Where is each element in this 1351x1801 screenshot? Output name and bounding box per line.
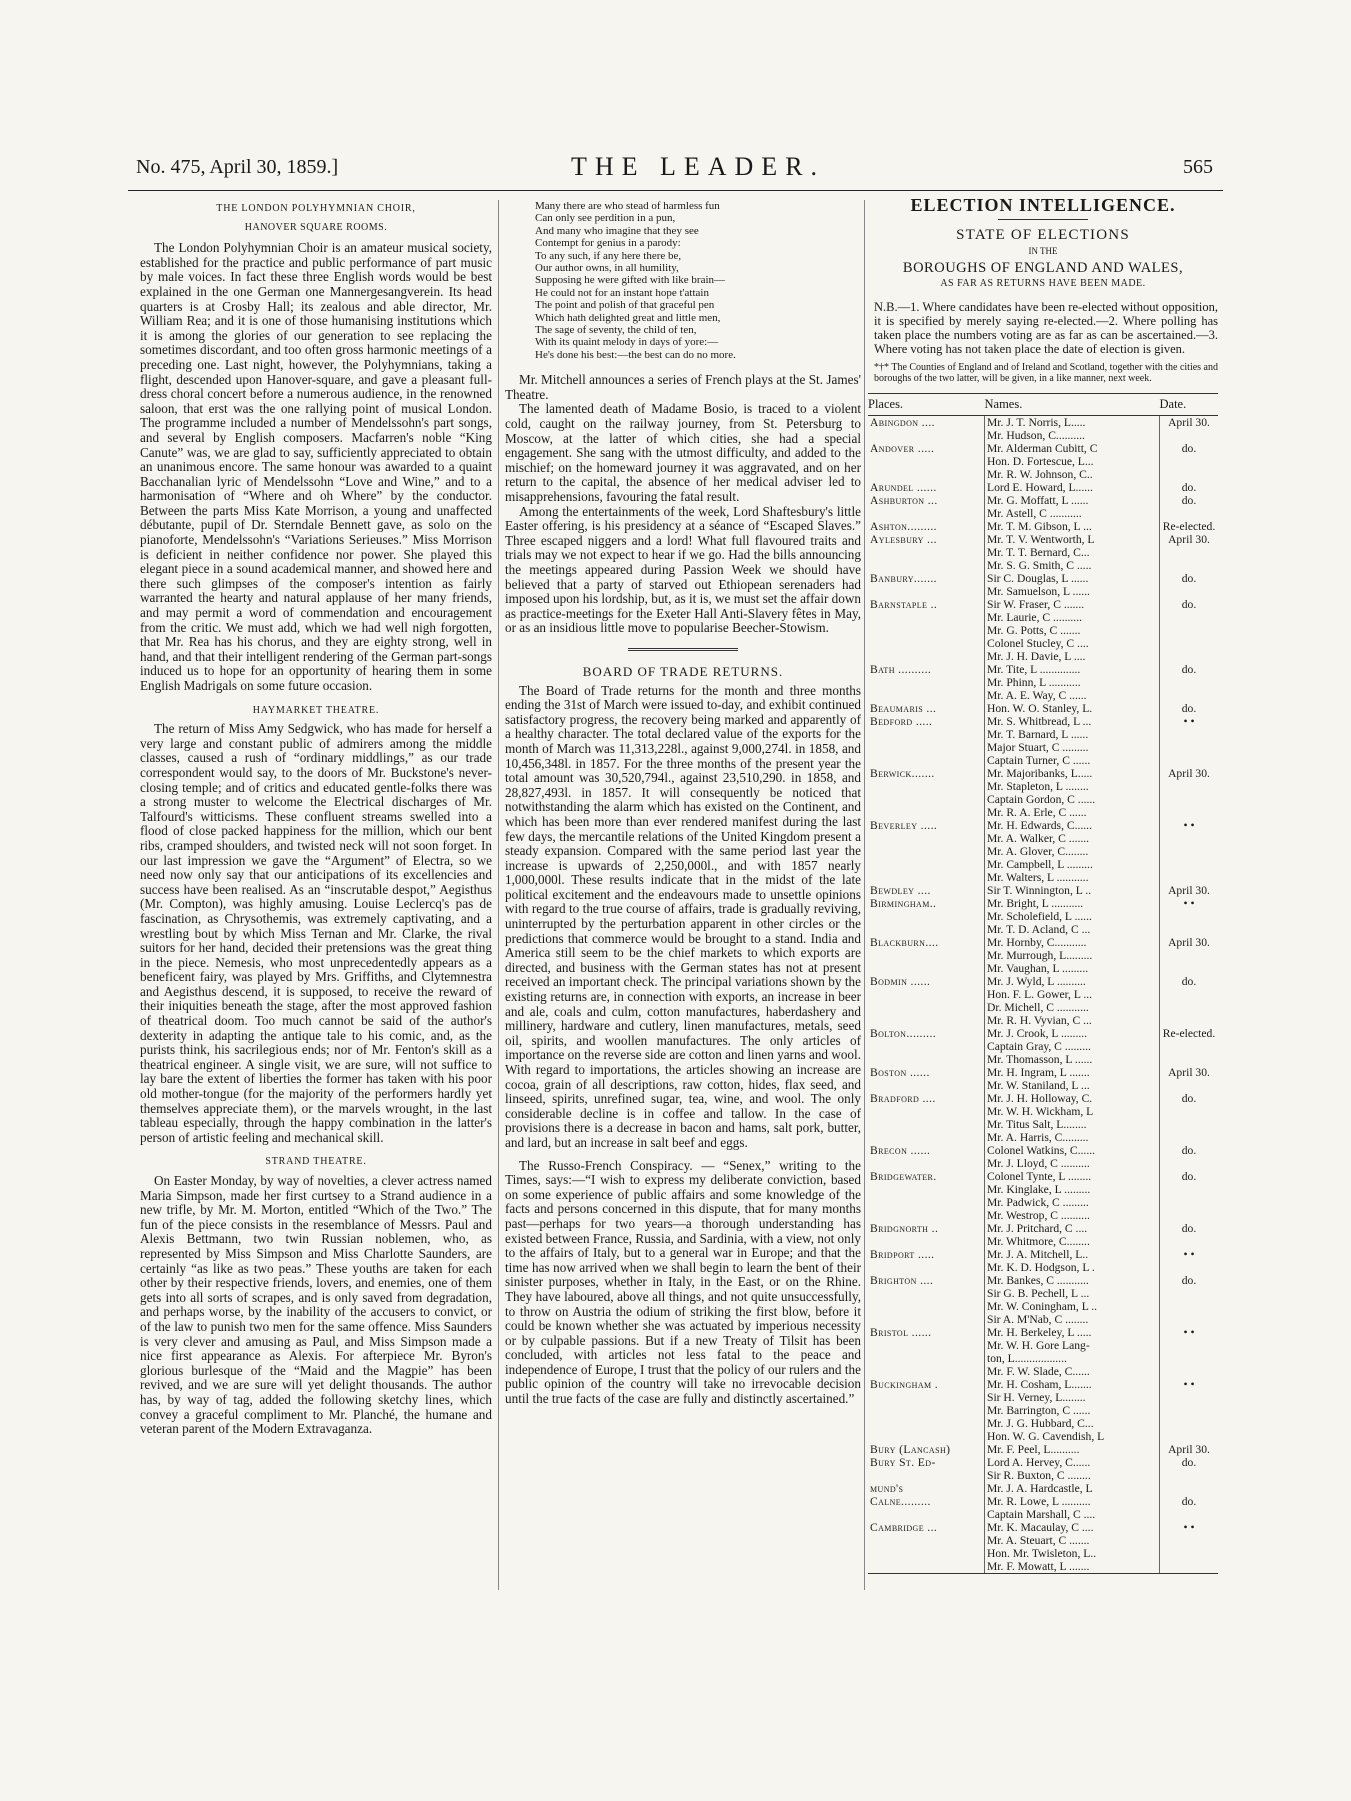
names-cell	[985, 819, 1160, 884]
table-row	[868, 819, 1218, 884]
candidate-name: Mr. Vaughan, L .........	[987, 961, 1089, 975]
candidate-name: Mr. Hudson, C..........	[987, 428, 1085, 442]
candidate-name: Mr. J. A. Mitchell, L..	[987, 1247, 1089, 1261]
candidate-name: ton, L..................	[987, 1351, 1067, 1365]
place-cell: Bolton.........	[868, 1027, 985, 1066]
names-cell	[985, 884, 1160, 897]
date-cell: do.	[1181, 701, 1197, 715]
place-cell: Bridgewater.	[868, 1170, 985, 1222]
table-row	[868, 442, 1218, 481]
date-cell: • •	[1183, 714, 1195, 728]
election-footnote: *†* The Counties of England and of Ireland and Scotland, together with the cities and boroughs of the two latter, will be given, in a like manner, next week.	[874, 361, 1218, 385]
candidate-name: Mr. R. A. Erle, C ......	[987, 805, 1087, 819]
candidate-name: Mr. Murrough, L.........	[987, 948, 1093, 962]
poem-line: Our author owns, in all humility,	[535, 262, 679, 275]
poem-line: The sage of seventy, the child of ten,	[535, 324, 697, 337]
candidate-name: Mr. Whitmore, C........	[987, 1234, 1090, 1248]
date-cell: • •	[1183, 1247, 1195, 1261]
place-cell: Bath ..........	[868, 663, 985, 702]
place-cell: Bury St. Ed-	[868, 1456, 985, 1482]
section-subheading-hanover: HANOVER SQUARE ROOMS.	[244, 221, 388, 233]
place-cell: Ashburton ...	[868, 494, 985, 520]
date-cell: • •	[1183, 1325, 1195, 1339]
table-row	[868, 1092, 1218, 1144]
candidate-name: Mr. Alderman Cubitt, C	[987, 441, 1098, 455]
article-haymarket: The return of Miss Amy Sedgwick, who has made for herself a very large and constant public of admirers among the middle classes, caused a rush of “ordinary middlings,” as our trade correspondent would say, to the doors of Mr. Buckstone's never-closing temple; and of critics and educated gentle-folks there was a strong muster to welcome the Electrical discharges of Mr. Talfourd's witticisms. These confluent streams swelled into a flood of close packed happiness for the million, which our bent ribs, cramped shoulders, and twisted neck will not soon forget. In our last impression we gave the “Argument” of Electra, so we need now only say that our anticipations of its excellencies and success have been realised. As an “inscrutable despot,” Aegisthus (Mr. Compton), was highly amusing. Louise Leclercq's pas de fascination, as Chrysothemis, was extremely captivating, and a wrestling bout by which Miss Ternan and Mr. Clarke, the rival suitors for her hand, decided their pretensions was the great thing in the piece. Nemesis, who most unprecedentedly appears as a beneficent fairy, was played by Mrs. Griffiths, and Clytemnestra and Aegisthus descend, it is supposed, to receive the reward of their iniquities beneath the stage, after the most approved fashion of theatrical doom. Too much cannot be said of the author's dexterity in adapting the antique tale to his comic, and, as the purists think, his sacrilegious ends; nor of Mr. Fenton's skill as a theatrical engineer. A single visit, we are sure, will not suffice to lay bare the extent of liberties the former has taken with his poor old mother-tongue (for the majority of the performers hardly yet themselves appreciate them), or the marvels wrought, in the last tableau especially, through the happy combination in the latter's person of artistic feeling and mechanical skill.	[140, 721, 492, 1145]
place-cell: Bury (Lancash)	[868, 1443, 985, 1456]
candidate-name: Mr. Astell, C ...........	[987, 506, 1082, 520]
candidate-name: Sir R. Buxton, C ........	[987, 1468, 1091, 1482]
names-cell	[985, 1144, 1160, 1170]
candidate-name: Mr. Phinn, L ...........	[987, 675, 1081, 689]
names-cell	[985, 572, 1160, 598]
column-divider-1	[498, 200, 499, 1590]
names-cell	[985, 1092, 1160, 1144]
candidate-name: Mr. Hornby, C...........	[987, 935, 1087, 949]
section-separator	[628, 648, 738, 651]
date-cell: do.	[1181, 1494, 1197, 1508]
poem-line: He's done his best:—the best can do no more.	[535, 348, 736, 361]
candidate-name: Mr. R. H. Vyvian, C ...	[987, 1013, 1092, 1027]
candidate-name: Lord A. Hervey, C......	[987, 1455, 1091, 1469]
candidate-name: Major Stuart, C .........	[987, 740, 1089, 754]
candidate-name: Sir W. Fraser, C .......	[987, 597, 1085, 611]
candidate-name: Mr. Walters, L ...........	[987, 870, 1089, 884]
place-cell: Bristol ......	[868, 1326, 985, 1378]
candidate-name: Mr. J. H. Holloway, C.	[987, 1091, 1093, 1105]
candidate-name: Mr. J. Crook, L .........	[987, 1026, 1088, 1040]
table-row	[868, 897, 1218, 936]
newspaper-title: THE LEADER.	[570, 152, 826, 181]
candidate-name: Mr. T. Barnard, L ......	[987, 727, 1089, 741]
place-cell: Andover .....	[868, 442, 985, 481]
names-cell	[985, 1027, 1160, 1066]
candidate-name: Mr. W. H. Wickham, L	[987, 1104, 1094, 1118]
table-row	[868, 1456, 1218, 1482]
names-cell	[985, 598, 1160, 663]
candidate-name: Mr. F. Mowatt, L .......	[987, 1559, 1090, 1573]
names-cell	[985, 663, 1160, 702]
candidate-name: Mr. Bright, L ...........	[987, 896, 1084, 910]
names-cell	[985, 936, 1160, 975]
poem-verse	[505, 200, 861, 361]
article-polyhymnian: The London Polyhymnian Choir is an amateur musical society, established for the practice and public performance of part music by male voices. In fact these three English words would be best explained in the one German one Mannergesangverein. Its head quarters is at Crosby Hall; its zealous and able director, Mr. William Rea; and it is one of those humanising institutions which it is among the glories of our generation to see replacing the sometimes discordant, and too often gross harmonic meetings of a preceding one. Last night, however, the Polyhymnians, taking a flight, descended upon Hanover-square, and gave a pleasant full-dress choral concert before a numerous audience, in the renowned saloon, that erst was the one rallying point of musical London. The programme included a number of Mendelssohn's part songs, and several by English composers. Macfarren's noble “King Canute” was, we are glad to say, sufficiently appreciated to obtain an unanimous encore. The same honour was awarded to a quaint Bacchanalian lyric of Mendelssohn “Love and Wine,” and to a harmonisation of “Where and oh Where” by the conductor. Between the parts Miss Kate Morrison, a young and unaffected débutante, pupil of Dr. Sterndale Bennett gave, as solo on the pianoforte, Mendelssohn's “Variations Serieuses.” Miss Morrison is deficient in neither confidence nor power. She played this elegant piece in a sound academical manner, and showed here and there such glimpses of the composer's intention as fairly warranted the hearty and natural applause of her many friends, and may permit a word of commendation and encouragement from the critic. We must add, which we had well nigh forgotten, that Mr. Rea has his chorus, and they are eighty strong, well in hand, and that their intelligent rendering of the German part-songs induced us to hope for an opportunity of hearing them in some English Madrigals on some future occasion.	[140, 240, 492, 693]
candidate-name: Mr. Bankes, C ...........	[987, 1273, 1089, 1287]
candidate-name: Mr. W. Staniland, L ...	[987, 1078, 1090, 1092]
candidate-name: Dr. Michell, C ...........	[987, 1000, 1089, 1014]
candidate-name: Hon. D. Fortescue, L...	[987, 454, 1094, 468]
candidate-name: Mr. A. Steuart, C .......	[987, 1533, 1090, 1547]
candidate-name: Mr. T. M. Gibson, L ...	[987, 519, 1092, 533]
names-cell	[985, 481, 1160, 494]
candidate-name: Mr. W. H. Gore Lang-	[987, 1338, 1090, 1352]
poem-line: Which hath delighted great and little men,	[535, 311, 721, 324]
place-cell: Barnstaple ..	[868, 598, 985, 663]
names-cell	[985, 1248, 1160, 1274]
names-cell	[985, 1170, 1160, 1222]
candidate-name: Mr. K. Macaulay, C ....	[987, 1520, 1094, 1534]
candidate-name: Captain Gray, C .........	[987, 1039, 1091, 1053]
candidate-name: Mr. G. Potts, C .......	[987, 623, 1081, 637]
title-rule	[998, 219, 1088, 220]
place-cell: Banbury.......	[868, 572, 985, 598]
table-row	[868, 884, 1218, 897]
candidate-name: Hon. W. O. Stanley, L.	[987, 701, 1093, 715]
date-cell: April 30.	[1168, 1442, 1210, 1456]
candidate-name: Mr. A. E. Way, C ......	[987, 688, 1087, 702]
names-cell	[985, 1443, 1160, 1456]
candidate-name: Mr. S. Whitbread, L ...	[987, 714, 1092, 728]
date-cell: • •	[1160, 1521, 1219, 1574]
poem-line: Supposing he were gifted with like brain—	[535, 274, 726, 287]
table-row	[868, 1144, 1218, 1170]
date-cell: do.	[1181, 1221, 1197, 1235]
table-row	[868, 1378, 1218, 1443]
table-row	[868, 1222, 1218, 1248]
date-cell: Re-elected.	[1162, 1026, 1216, 1040]
section-heading-strand: STRAND THEATRE.	[265, 1156, 367, 1168]
article-bosio: The lamented death of Madame Bosio, is traced to a violent cold, caught on the railway journey, from St. Petersburg to Moscow, at the latter of which cities, she had a special engagement. She sang with the utmost difficulty, and added to the mischief; on the homeward journey it was aggravated, and on her return to the capital, the absence of her medical adviser led to misapprehensions, favouring the fatal result.	[505, 401, 861, 505]
section-heading-polyhymnian: THE LONDON POLYHYMNIAN CHOIR,	[216, 203, 416, 214]
names-cell	[985, 1495, 1160, 1521]
candidate-name: Mr. Majoribanks, L.....	[987, 766, 1093, 780]
candidate-name: Captain Turner, C ......	[987, 753, 1091, 767]
names-cell	[985, 1274, 1160, 1326]
names-cell	[985, 520, 1160, 533]
candidate-name: Mr. Titus Salt, L........	[987, 1117, 1087, 1131]
poem-line: The point and polish of that graceful pen	[535, 299, 715, 312]
candidate-name: Mr. J. T. Norris, L.....	[987, 415, 1086, 429]
candidate-name: Sir T. Winnington, L ..	[987, 883, 1092, 897]
names-cell	[985, 442, 1160, 481]
candidate-name: Sir H. Verney, L........	[987, 1390, 1086, 1404]
table-row	[868, 1248, 1218, 1274]
names-cell	[985, 533, 1160, 572]
names-cell	[985, 1326, 1160, 1378]
names-cell	[985, 715, 1160, 767]
candidate-name: Mr. A. Glover, C........	[987, 844, 1089, 858]
candidate-name: Mr. Scholefield, L ......	[987, 909, 1092, 923]
candidate-name: Mr. F. Peel, L..........	[987, 1442, 1080, 1456]
subheading-returns: AS FAR AS RETURNS HAVE BEEN MADE.	[940, 278, 1146, 290]
candidate-name: Mr. Campbell, L .........	[987, 857, 1093, 871]
date-cell: do.	[1181, 441, 1197, 455]
table-header-places: Places.	[868, 393, 985, 415]
place-cell: Brighton ....	[868, 1274, 985, 1326]
table-row	[868, 1170, 1218, 1222]
candidate-name: Mr. J. A. Hardcastle, L	[987, 1481, 1093, 1495]
names-cell	[985, 415, 1160, 442]
candidate-name: Mr. Kinglake, L .........	[987, 1182, 1091, 1196]
candidate-name: Hon. F. L. Gower, L ...	[987, 987, 1093, 1001]
election-notes: N.B.—1. Where candidates have been re-elected without opposition, it is specified by merely saying re-elected.—2. Where polling has taken place the numbers voting are as far as can be ascertained.—3. Where voting has not taken place the date of election is given.	[874, 299, 1218, 356]
date-cell: April 30.	[1168, 766, 1210, 780]
candidate-name: Mr. T. T. Bernard, C...	[987, 545, 1090, 559]
table-row	[868, 520, 1218, 533]
table-row	[868, 1521, 1218, 1574]
place-cell: Calne.........	[868, 1495, 985, 1521]
table-row	[868, 1482, 1218, 1495]
place-cell: Bewdley ....	[868, 884, 985, 897]
candidate-name: Sir A. M'Nab, C ........	[987, 1312, 1089, 1326]
candidate-name: Mr. Stapleton, L ........	[987, 779, 1089, 793]
place-cell: Bradford ....	[868, 1092, 985, 1144]
page-number: 565	[1183, 156, 1213, 178]
candidate-name: Mr. F. W. Slade, C......	[987, 1364, 1090, 1378]
poem-line: He could not for an instant hope t'attain	[535, 286, 709, 299]
candidate-name: Colonel Stucley, C ....	[987, 636, 1089, 650]
table-row	[868, 975, 1218, 1027]
subheading-boroughs: BOROUGHS OF ENGLAND AND WALES,	[902, 259, 1184, 276]
table-row	[868, 1027, 1218, 1066]
issue-number-date: No. 475, April 30, 1859.]	[136, 156, 339, 178]
table-row	[868, 598, 1218, 663]
candidate-name: Colonel Watkins, C......	[987, 1143, 1096, 1157]
candidate-name: Mr. K. D. Hodgson, L .	[987, 1260, 1095, 1274]
date-cell: do.	[1181, 1273, 1197, 1287]
table-row	[868, 1326, 1218, 1378]
table-row	[868, 1443, 1218, 1456]
place-cell: Birmingham..	[868, 897, 985, 936]
place-cell: Beverley .....	[868, 819, 985, 884]
candidate-name: Sir C. Douglas, L ......	[987, 571, 1089, 585]
table-row	[868, 1495, 1218, 1521]
date-cell: • •	[1183, 896, 1195, 910]
names-cell	[985, 494, 1160, 520]
date-cell: April 30.	[1168, 935, 1210, 949]
candidate-name: Captain Gordon, C ......	[987, 792, 1096, 806]
candidate-name: Mr. Samuelson, L ......	[987, 584, 1090, 598]
date-cell: do.	[1181, 1169, 1197, 1183]
column-2	[505, 200, 861, 1407]
date-cell: do.	[1181, 662, 1197, 676]
candidate-name: Colonel Tynte, L ........	[987, 1169, 1092, 1183]
candidate-name: Mr. A. Harris, C.........	[987, 1130, 1089, 1144]
names-cell	[985, 975, 1160, 1027]
candidate-name: Mr. J. G. Hubbard, C...	[987, 1416, 1094, 1430]
table-row	[868, 533, 1218, 572]
table-row	[868, 572, 1218, 598]
names-cell	[985, 1066, 1160, 1092]
candidate-name: Mr. T. D. Acland, C ...	[987, 922, 1091, 936]
election-table-body	[868, 415, 1218, 1573]
table-row	[868, 663, 1218, 702]
candidate-name: Mr. J. Wyld, L ..........	[987, 974, 1086, 988]
names-cell	[985, 1482, 1160, 1495]
poem-line: Many there are who stead of harmless fun	[535, 200, 720, 212]
poem-line: Can only see perdition in a pun,	[535, 212, 676, 225]
subheading-in-the: IN THE	[1028, 246, 1058, 257]
poem-line: To any such, if any here there be,	[535, 249, 682, 262]
candidate-name: Mr. H. Ingram, L .......	[987, 1065, 1090, 1079]
date-cell: Re-elected.	[1162, 519, 1216, 533]
table-row	[868, 1066, 1218, 1092]
date-cell: do.	[1181, 493, 1197, 507]
date-cell: April 30.	[1168, 883, 1210, 897]
names-cell	[985, 1456, 1160, 1482]
candidate-name: Sir G. B. Pechell, L ...	[987, 1286, 1090, 1300]
names-cell	[985, 767, 1160, 819]
table-row	[868, 494, 1218, 520]
date-cell: do.	[1181, 1455, 1197, 1469]
candidate-name: Mr. R. Lowe, L ..........	[987, 1494, 1091, 1508]
candidate-name: Mr. H. Cosham, L.......	[987, 1377, 1092, 1391]
candidate-name: Mr. Westrop, C ..........	[987, 1208, 1090, 1222]
date-cell: April 30.	[1168, 415, 1210, 429]
date-cell	[1160, 1482, 1219, 1495]
place-cell: Bodmin ......	[868, 975, 985, 1027]
candidate-name: Mr. Padwick, C .........	[987, 1195, 1089, 1209]
article-russo-french: The Russo-French Conspiracy. — “Senex,” writing to the Times, says:—“I wish to express my deliberate conviction, based on some experience of public affairs and some knowledge of the facts and persons concerned in this dispute, that for many months past—perhaps for two years—a thorough understanding has existed between France, Russia, and Sardinia, with a view, not only to the affairs of Italy, but to a general war in Europe; and that the time has now arrived when we shall begin to learn the bent of their sinister purposes, whether in Italy, in the East, or on the Rhine. They have laboured, above all things, and not quite unsuccessfully, to throw on Austria the odium of striking the first blow, before it could be known whether she was actuated by imperious necessity or by culpable passions. But if a new Treaty of Tilsit has been concluded, with articles not less fatal to the peace and independence of Europe, I trust that the policy of our rulers and the public opinion of the country will take no irrevocable decision until the true facts of the case are fully and distinctly ascertained.”	[505, 1157, 861, 1407]
date-cell: do.	[1181, 571, 1197, 585]
names-cell	[985, 702, 1160, 715]
table-row	[868, 767, 1218, 819]
candidate-name: Lord E. Howard, L......	[987, 480, 1093, 494]
date-cell: April 30.	[1168, 532, 1210, 546]
table-row	[868, 1274, 1218, 1326]
masthead	[128, 150, 1223, 191]
candidate-name: Mr. Barrington, C ......	[987, 1403, 1091, 1417]
place-cell: Ashton.........	[868, 520, 985, 533]
candidate-name: Mr. J. Pritchard, C ....	[987, 1221, 1088, 1235]
candidate-name: Mr. Thomasson, L ......	[987, 1052, 1093, 1066]
candidate-name: Mr. H. Edwards, C......	[987, 818, 1092, 832]
table-row	[868, 702, 1218, 715]
table-row	[868, 936, 1218, 975]
date-cell: • •	[1183, 818, 1195, 832]
candidate-name: Mr. Laurie, C ..........	[987, 610, 1082, 624]
column-divider-2	[864, 200, 865, 1590]
place-cell: Abingdon ....	[868, 415, 985, 442]
date-cell: do.	[1181, 597, 1197, 611]
date-cell: April 30.	[1168, 1065, 1210, 1079]
subheading-state: STATE OF ELECTIONS	[956, 226, 1130, 243]
place-cell: Arundel ......	[868, 481, 985, 494]
place-cell: Brecon ......	[868, 1144, 985, 1170]
candidate-name: Mr. S. G. Smith, C .....	[987, 558, 1092, 572]
candidate-name: Mr. G. Moffatt, L ......	[987, 493, 1089, 507]
date-cell: do.	[1181, 974, 1197, 988]
place-cell: Bedford .....	[868, 715, 985, 767]
column-1	[140, 200, 492, 1437]
table-header-names: Names.	[985, 393, 1160, 415]
names-cell	[985, 1521, 1160, 1574]
article-strand: On Easter Monday, by way of novelties, a clever actress named Maria Simpson, made her first curtsey to a Strand audience in a new trifle, by Mr. M. Morton, entitled “Which of the Two.” The fun of the piece consists in the resemblance of Messrs. Paul and Alexis Bettmann, two twin Russian noblemen, who, as represented by Miss Simpson and Miss Charlotte Saunders, are certainly “as like as two peas.” These youths are taken for each other by their respective friends, lovers, and enemies, one of them gets into all sorts of scrapes, and is only saved from degradation, and perhaps worse, by the inability of the accusers to convict, or of the law to punish two men for the same offence. Miss Saunders is very clever and amusing as Paul, and Miss Simpson made a nice first appearance as Alexis. For afterpiece Mr. Byron's glorious burlesque of the “Maid and the Magpie” has been revived, and we are sure will yet delight thousands. The author has, by way of tag, added the following sketchy lines, which convey a graceful compliment to Mr. Planché, the humane and veteran parent of the Modern Extravaganza.	[140, 1173, 492, 1437]
poem-line: Contempt for genius in a parody:	[535, 237, 681, 250]
candidate-name: Mr. A. Walker, C .......	[987, 831, 1090, 845]
table-row	[868, 715, 1218, 767]
place-cell: Bridgnorth ..	[868, 1222, 985, 1248]
candidate-name: Mr. R. W. Johnson, C..	[987, 467, 1093, 481]
table-header-date: Date.	[1160, 393, 1219, 415]
candidate-name: Mr. Tite, L ..............	[987, 662, 1081, 676]
election-table	[868, 393, 1218, 1574]
place-cell: Beaumaris ...	[868, 702, 985, 715]
place-cell: Berwick.......	[868, 767, 985, 819]
date-cell: do.	[1181, 1143, 1197, 1157]
names-cell	[985, 1222, 1160, 1248]
place-cell: Bridport .....	[868, 1248, 985, 1274]
candidate-name: Mr. J. Lloyd, C ..........	[987, 1156, 1090, 1170]
candidate-name: Mr. J. H. Davie, L ....	[987, 649, 1086, 663]
candidate-name: Mr. T. V. Wentworth, L	[987, 532, 1095, 546]
candidate-name: Captain Marshall, C ....	[987, 1507, 1096, 1521]
place-cell: Blackburn....	[868, 936, 985, 975]
place-cell: Aylesbury ...	[868, 533, 985, 572]
table-row	[868, 481, 1218, 494]
date-cell: • •	[1183, 1377, 1195, 1391]
names-cell	[985, 1378, 1160, 1443]
place-cell: Cambridge ...	[868, 1521, 985, 1574]
section-heading-election: ELECTION INTELLIGENCE.	[910, 195, 1176, 215]
date-cell: do.	[1181, 480, 1197, 494]
names-cell	[985, 897, 1160, 936]
date-cell: do.	[1181, 1091, 1197, 1105]
section-heading-haymarket: HAYMARKET THEATRE.	[252, 704, 380, 716]
candidate-name: Hon. W. G. Cavendish, L	[987, 1429, 1105, 1443]
poem-line: And many who imagine that they see	[535, 224, 699, 237]
place-cell: mund's	[868, 1482, 985, 1495]
place-cell: Buckingham .	[868, 1378, 985, 1443]
column-3	[868, 195, 1218, 1574]
table-row	[868, 415, 1218, 442]
poem-line: With its quaint melody in days of yore:—	[535, 336, 719, 349]
article-mitchell: Mr. Mitchell announces a series of French plays at the St. James' Theatre.	[505, 372, 861, 402]
candidate-name: Mr. H. Berkeley, L .....	[987, 1325, 1092, 1339]
candidate-name: Hon. Mr. Twisleton, L..	[987, 1546, 1097, 1560]
section-heading-board-of-trade: BOARD OF TRADE RETURNS.	[582, 663, 784, 679]
candidate-name: Mr. W. Coningham, L ..	[987, 1299, 1098, 1313]
article-shaftesbury: Among the entertainments of the week, Lord Shaftesbury's little Easter offering, is his presidency at a séance of “Escaped Slaves.” Three escaped niggers and a lord! What full flavoured traits and trials may we not expect to hear if we go. Had the bills announcing the meetings appeared during Passion Week we should have believed that a party of starved out Ethiopean serenaders had imposed upon his lordship, but, as it is, we must set the affair down as practice-meetings for the Exeter Hall Anti-Slavery fêtes in May, or as an insidious little move to popularise Beecher-Stowism.	[505, 503, 861, 636]
article-board-of-trade: The Board of Trade returns for the month and three months ending the 31st of March were issued to-day, and exhibit continued satisfactory progress, the recovery being marked and apparently of a healthy character. The total declared value of the exports for the month of March was 11,313,228l., against 9,000,274l. in 1858, and 10,456,348l. in 1857. For the three months of the present year the total amount was 30,520,794l., against 23,510,290. in 1858, and 28,827,493l. in 1857. It will consequently be noticed that notwithstanding the alarm which has existed on the Continent, and which has been more than ever rendered manifest during the last few days, the mercantile relations of the United Kingdom present a steady expansion. Compared with the same period last year the increase is upwards of 2,250,000l., and with 1857 nearly 1,000,000l. These results indicate that in the midst of the late political excitement and the endeavours made to unsettle opinions with regard to the true course of affairs, trade is gradually reviving, uninterrupted by the perturbation apparent in other circles or the predictions that commerce would be brought to a stand. India and America still seem to be the chief markets to which exports are directed, and business with the German states has not at present received an important check. The principal variations shown by the existing returns are, in connection with exports, an increase in beer and ale, coals and culm, cotton manufactures, haberdashery and millinery, hardware and cutlery, linen manufactures, metals, seed oil, spirits, and woollen manufactures. The only articles of importance on the reverse side are cotton and linen yarns and wool. With regard to importations, the articles showing an increase are cocoa, grain of all descriptions, raw cotton, hides, flax seed, and linseed, spirits, unrefined sugar, tea, wine, and wool. The only considerable decline is in coffee and tallow. In the case of provisions there is a decrease in bacon and hams, salt pork, butter, and lard, but an increase in salt beef and eggs.	[505, 682, 861, 1150]
place-cell: Boston ......	[868, 1066, 985, 1092]
